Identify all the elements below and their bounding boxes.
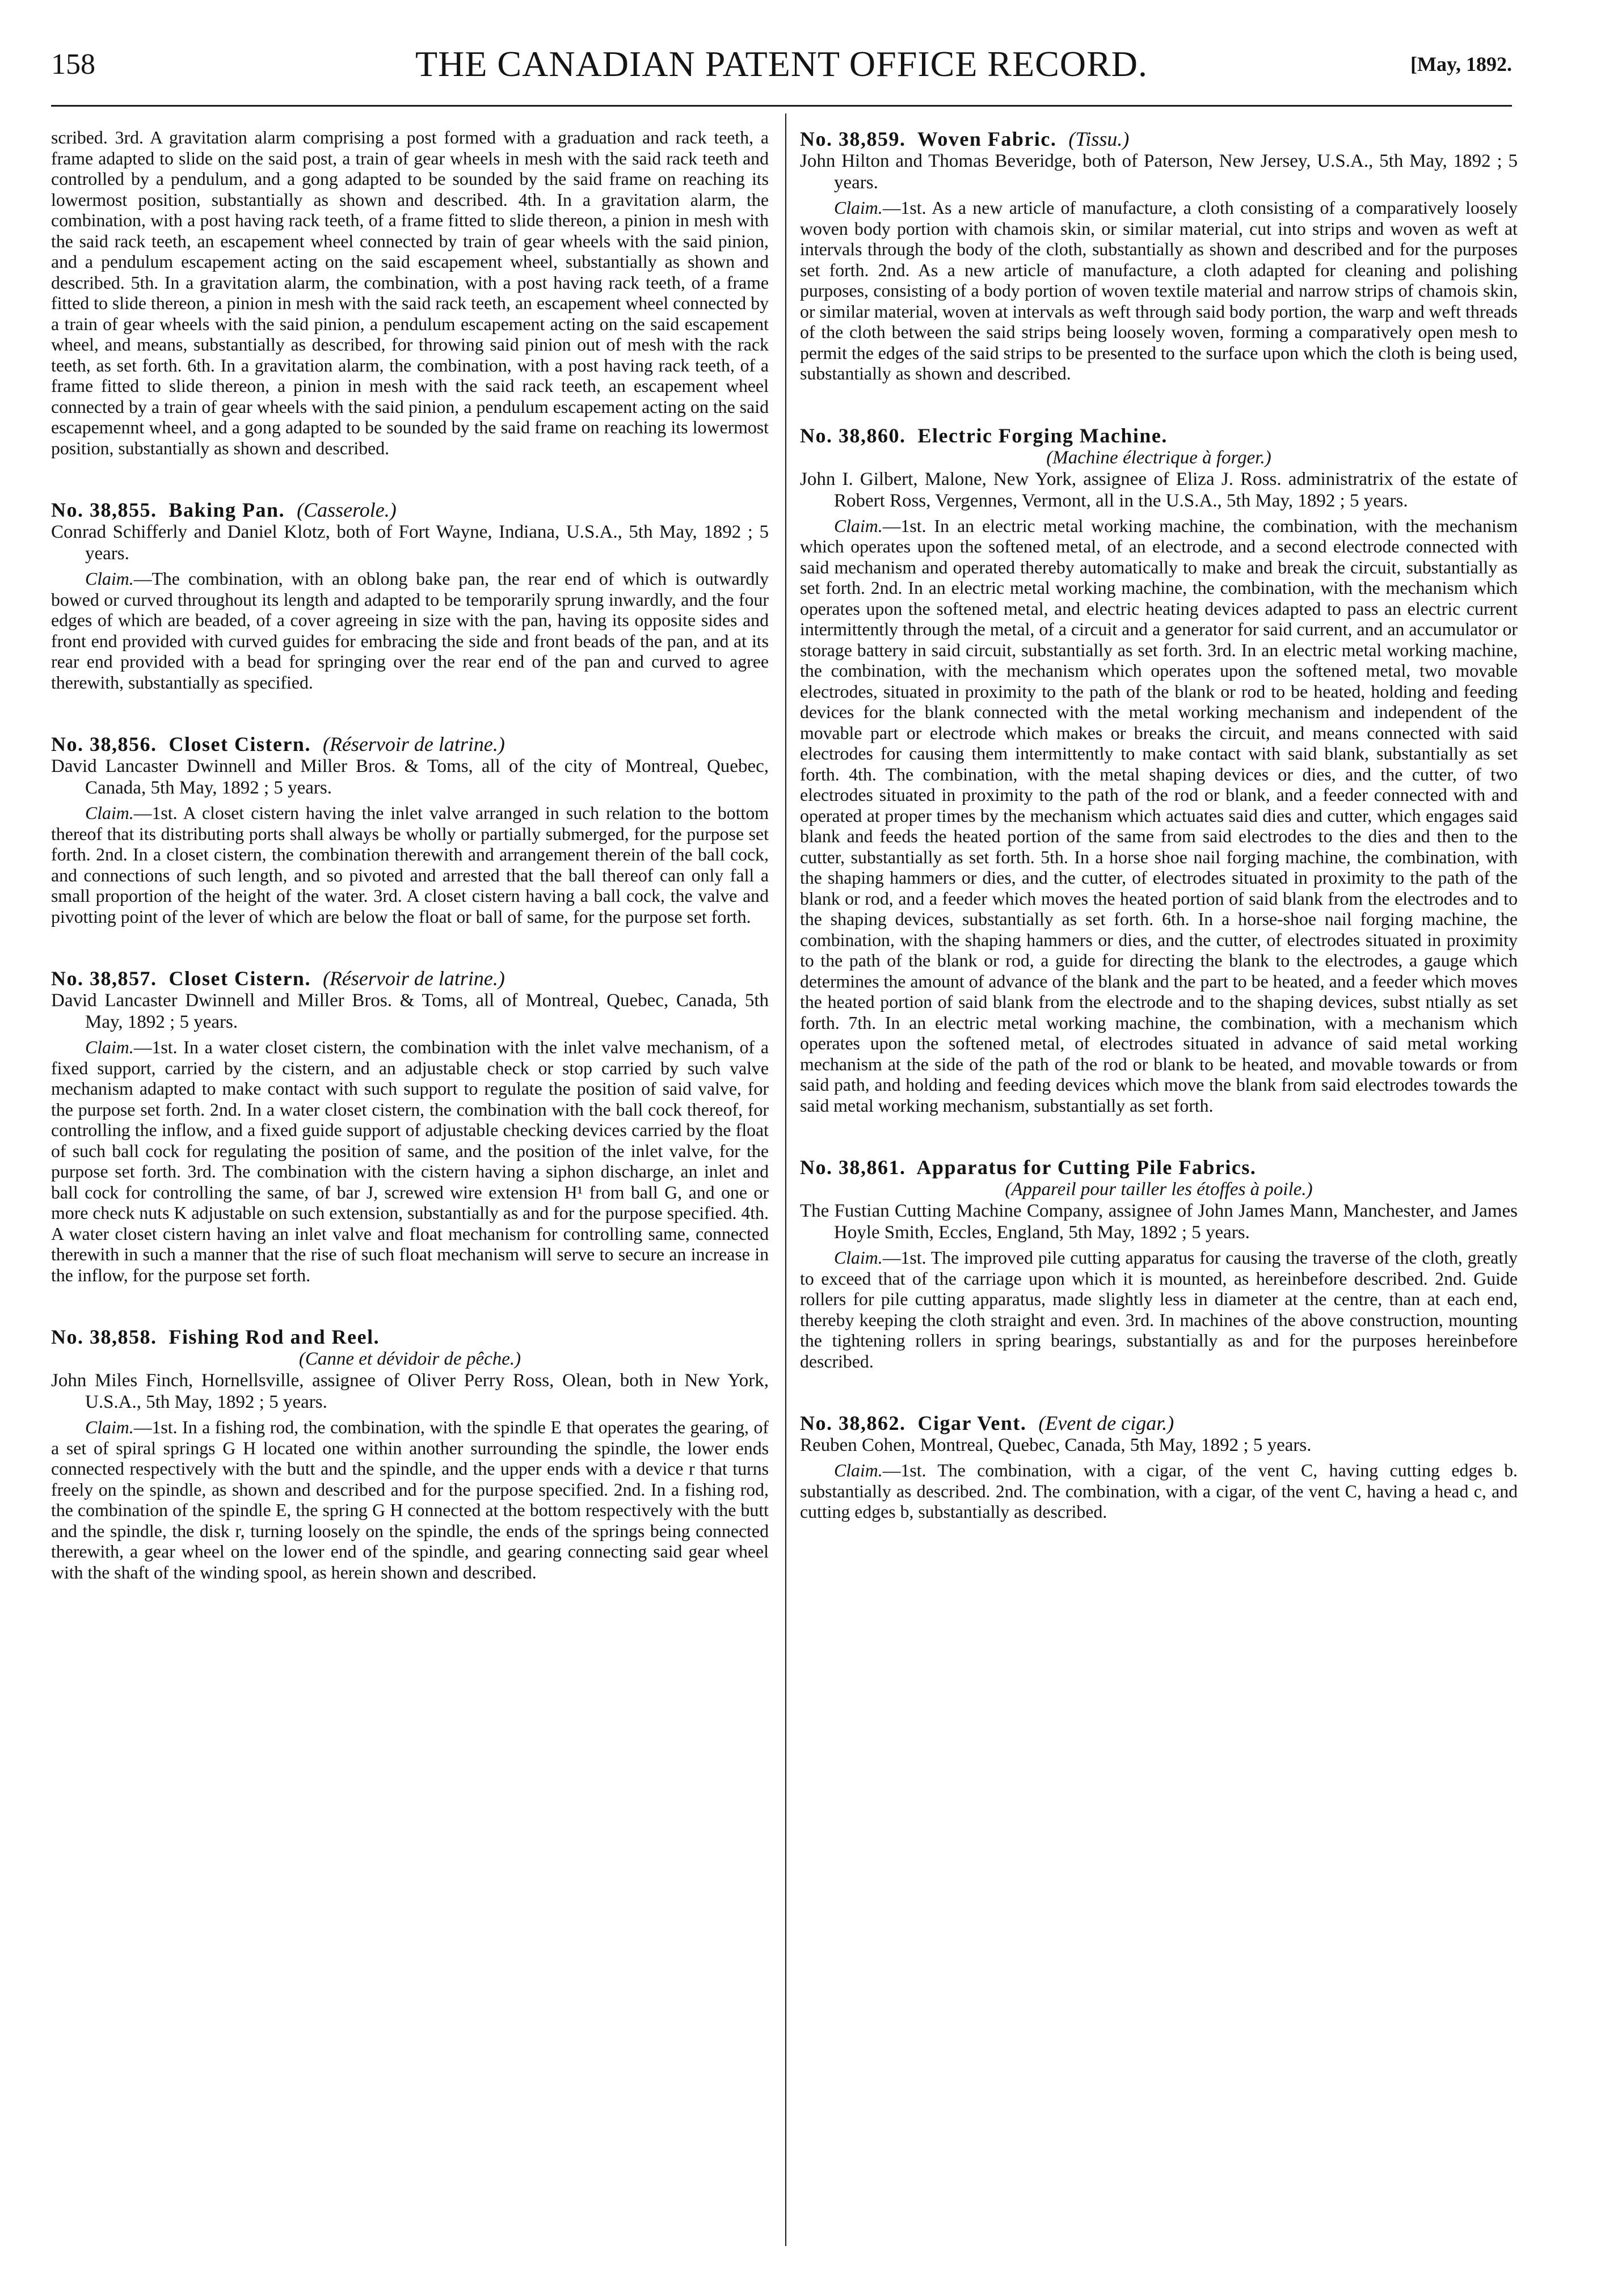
claim-text (800, 1248, 1518, 1372)
patentee: Conrad Schifferly and Daniel Klotz, both of Fort Wayne, Indiana, U.S.A., 5th May, 1892 ; 5 years. (51, 522, 769, 564)
patent-title: Woven Fabric. (917, 128, 1057, 150)
page-header (51, 40, 1512, 85)
right-column (800, 128, 1518, 1523)
claim-label: Claim. (85, 569, 134, 589)
claim-body: —1st. In a water closet cistern, the combination with the inlet valve mechanism, of a fixed support, carried by the cistern, and an adjustable check or stop carried by such valve mechanism adapted to make contact with such support to regulate the position of said valve, for the purpose set forth. 2nd. In a water closet cistern, the combination with the ball cock thereof, for controlling the inflow, and a fixed guide support of adjustable checking devices carried by the float of such ball cock for regulating the position of same, and the position of the inlet valve, for the purpose set forth. 3rd. The combination with the cistern having a siphon discharge, an inlet and ball cock for controlling the same, of bar J, screwed wire extension H¹ from ball G, and one or more check nuts K adjustable on such extension, substantially as and for the purpose specified. 4th. A water closet cistern having an inlet valve and float mechanism for controlling same, connected therewith in such a manner that the rise of such float mechanism will serve to secure an increase in the inflow, for the purpose set forth. (51, 1037, 769, 1285)
claim-label: Claim. (834, 198, 883, 218)
claim-label: Claim. (834, 1461, 883, 1480)
patent-french-title: (Réservoir de latrine.) (322, 733, 505, 756)
claim-text (51, 1417, 769, 1583)
patent-heading (51, 967, 769, 990)
claim-body: —The combination, with an oblong bake pan, the rear end of which is outwardly bowed or curved throughout its length and adapted to be temporarily sprung inwardly, and the four edges of which are beaded, of a cover agreeing in size with the pan, having its opposite sides and front end provided with curved guides for embracing the side and front beads of the pan, and at its rear end provided with a bead for springing over the rear end of the pan and curved to agree therewith, substantially as specified. (51, 569, 769, 693)
claim-text (51, 569, 769, 693)
patent-title: Electric Forging Machine. (917, 424, 1168, 447)
claim-label: Claim. (85, 1037, 134, 1057)
patent-number: No. 38,857. (51, 967, 157, 990)
column-divider (785, 113, 786, 2246)
claim-text (800, 1461, 1518, 1523)
patent-french-title: (Tissu.) (1068, 128, 1130, 150)
patent-heading (800, 424, 1518, 447)
publication-title: THE CANADIAN PATENT OFFICE RECORD. (415, 44, 1148, 84)
patent-entry-38859 (800, 128, 1518, 385)
patent-french-title: (Event de cigar.) (1038, 1412, 1174, 1434)
claim-text (51, 803, 769, 927)
patentee: David Lancaster Dwinnell and Miller Bros. & Toms, all of Montreal, Quebec, Canada, 5th May, 1892 ; 5 years. (51, 990, 769, 1032)
patent-title: Apparatus for Cutting Pile Fabrics. (916, 1156, 1257, 1179)
patent-entry-38860 (800, 424, 1518, 1117)
patent-title: Closet Cistern. (168, 967, 311, 990)
patent-number: No. 38,855. (51, 499, 157, 521)
patent-french-title: (Réservoir de latrine.) (322, 967, 505, 990)
patentee: The Fustian Cutting Machine Company, assignee of John James Mann, Manchester, and James Hoyle Smith, Eccles, England, 5th May, 1892 ; 5 years. (800, 1201, 1518, 1243)
claim-label: Claim. (85, 803, 134, 823)
patentee: John Hilton and Thomas Beveridge, both of Paterson, New Jersey, U.S.A., 5th May, 1892 ; 5 years. (800, 151, 1518, 193)
patent-french-title: (Machine électrique à forger.) (1046, 447, 1271, 468)
patent-entry-38855 (51, 499, 769, 693)
patent-title: Closet Cistern. (168, 733, 311, 756)
patentee: David Lancaster Dwinnell and Miller Bros. & Toms, all of the city of Montreal, Quebec, Canada, 5th May, 1892 ; 5 years. (51, 756, 769, 798)
patent-title: Fishing Rod and Reel. (168, 1326, 380, 1348)
left-column (51, 128, 769, 1583)
patent-entry-38857 (51, 967, 769, 1286)
claim-label: Claim. (834, 1248, 883, 1268)
patent-entry-38856 (51, 733, 769, 927)
patent-number: No. 38,861. (800, 1156, 906, 1179)
patent-heading (800, 1156, 1518, 1179)
claim-label: Claim. (85, 1417, 134, 1437)
patent-french-title: (Canne et dévidoir de pêche.) (298, 1349, 521, 1369)
claim-body: —1st. A closet cistern having the inlet valve arranged in such relation to the bottom thereof that its distributing ports shall always be wholly or partially submerged, for the purpose set forth. 2nd. In a closet cistern, the combination therewith and arrangement therein of the ball cock, and connections of such length, and so pivoted and arrested that the ball thereof can only fall a small proportion of the height of the water. 3rd. A closet cistern having a ball cock, the valve and pivotting point of the lever of which are below the float or ball of same, for the purpose set forth. (51, 803, 769, 927)
claim-body: —1st. In an electric metal working machine, the combination, with the mechanism which operates upon the softened metal, of an electrode, and a second electrode connected with said mechanism and operated thereby automatically to make and break the circuit, substantially as set forth. 2nd. In an electric metal working machine, the combination, with the mechanism which operates upon the softened metal, and electric heating devices adapted to pass an electric current intermittently through the metal, of a circuit and a generator for said current, and an accumulator or storage battery in said circuit, substantially as set forth. 3rd. In an electric metal working machine, the combination, with the mechanism which operates upon the softened metal, two movable electrodes, situated in proximity to the path of the blank or rod to be heated, holding and feeding devices for the blank connected with the metal working mechanism and independent of the movable part or electrode which makes or breaks the circuit, and means connected with said electrodes for causing them intermittently to make contact with said blank, substantially as set forth. 4th. The combination, with the metal shaping devices or dies, and the cutter, of two electrodes situated in proximity to the path of the rod or blank, and a feeder connected with and operated at proper times by the mechanism which actuates said dies and cutter, which engages said blank and feeds the heated portion of the same from said electrodes to the dies and then to the cutter, substantially as set forth. 5th. In a horse shoe nail forging machine, the combination, with the shaping hammers or dies, and the cutter, of electrodes situated in proximity to the path of the blank or rod, and a feeder which moves the heated portion of said blank from the electrodes and to the shaping devices, substantially as set forth. 6th. In a horse-shoe nail forging machine, the combination, with the shaping hammers or dies, and the cutter, of electrodes situated in proximity to the path of the blank or rod, a guide for directing the blank to the electrodes, a gauge which determines the amount of advance of the blank and the part to be heated, and a feeder which moves the heated portion of said blank from the electrode and to the shaping devices, subst ntially as set forth. 7th. In an electric metal working machine, the combination, with a mechanism which operates upon the softened metal, of electrodes situated in advance of said metal working mechanism at the side of the path of the rod or blank to be heated, and movable towards or from said path, and holding and feeding devices which move the blank from said electrodes towards the said metal working mechanism, substantially as set forth. (800, 516, 1518, 1116)
page-number: 158 (51, 48, 95, 81)
header-rule (51, 105, 1512, 107)
claim-text (800, 198, 1518, 385)
patent-heading (800, 1412, 1518, 1434)
patent-number: No. 38,862. (800, 1412, 906, 1434)
patent-french-title: (Casserole.) (297, 499, 397, 521)
claim-label: Claim. (834, 516, 883, 536)
claim-text (51, 1037, 769, 1286)
patentee: John I. Gilbert, Malone, New York, assignee of Eliza J. Ross. administratrix of the estate of Robert Ross, Vergennes, Vermont, all in the U.S.A., 5th May, 1892 ; 5 years. (800, 469, 1518, 511)
patent-title: Cigar Vent. (917, 1412, 1027, 1434)
claim-body: —1st. In a fishing rod, the combination, with the spindle E that operates the gearing, of a set of spiral springs G H located one within another surrounding the spindle, the lower ends connected respectively with the butt and the spindle, and the upper ends with a device r that turns freely on the spindle, as shown and described and for the purpose specified. 2nd. In a fishing rod, the combination of the spindle E, the spring G H connected at the bottom respectively with the butt and the spindle, the disk r, turning loosely on the spindle, the ends of the springs being connected therewith, a gear wheel on the lower end of the spindle, and gearing connecting said gear wheel with the shaft of the winding spool, as herein shown and described. (51, 1417, 769, 1582)
patentee: John Miles Finch, Hornellsville, assignee of Oliver Perry Ross, Olean, both in New York, U.S.A., 5th May, 1892 ; 5 years. (51, 1370, 769, 1412)
claim-body: —1st. As a new article of manufacture, a cloth consisting of a comparatively loosely woven body portion with chamois skin, or similar material, cut into strips and woven as weft at intervals through the body of the cloth, substantially as shown and described and for the purposes set forth. 2nd. As a new article of manufacture, a cloth adapted for cleaning and polishing purposes, consisting of a body portion of woven textile material and narrow strips of chamois skin, or similar material, woven at intervals as weft through said body portion, the warp and weft threads of the cloth between the said strips being loosely woven, forming a comparatively open mesh to permit the edges of the said strips to be presented to the surface upon which the cloth is being used, substantially as shown and described. (800, 198, 1518, 383)
patent-heading (51, 499, 769, 521)
patent-heading (800, 128, 1518, 150)
patent-french-title: (Appareil pour tailler les étoffes à poile.) (1005, 1179, 1313, 1200)
patent-number: No. 38,860. (800, 424, 906, 447)
patent-heading (51, 1326, 769, 1348)
patent-entry-38858 (51, 1326, 769, 1583)
patent-entry-38861 (800, 1156, 1518, 1372)
claim-text (800, 516, 1518, 1117)
patent-title: Baking Pan. (168, 499, 285, 521)
patent-number: No. 38,859. (800, 128, 906, 150)
patentee: Reuben Cohen, Montreal, Quebec, Canada, 5th May, 1892 ; 5 years. (800, 1435, 1312, 1455)
patent-number: No. 38,858. (51, 1326, 157, 1348)
claim-body: —1st. The combination, with a cigar, of the vent C, having cutting edges b. substantially as described. 2nd. The combination, with a cigar, of the vent C, having a head c, and cutting edges b, substantially as described. (800, 1461, 1518, 1522)
patent-number: No. 38,856. (51, 733, 157, 756)
patent-heading (51, 733, 769, 756)
patent-entry-38862 (800, 1412, 1518, 1523)
claim-body: —1st. The improved pile cutting apparatus for causing the traverse of the cloth, greatly to exceed that of the carriage upon which it is mounted, as hereinbefore described. 2nd. Guide rollers for pile cutting apparatus, made slightly less in diameter at the centre, than at each end, thereby keeping the cloth straight and even. 3rd. In machines of the above construction, mounting the tightening rollers in spring bearings, substantially as and for the purposes hereinbefore described. (800, 1248, 1518, 1371)
continued-claim-text: scribed. 3rd. A gravitation alarm comprising a post formed with a graduation and rack teeth, a frame adapted to slide on the said post, a train of gear wheels in mesh with the said rack teeth and controlled by a pendulum, and a gong adapted to be sounded by the said frame on reaching its lowermost position, substantially as shown and described. 4th. In a gravitation alarm, the combination, with a post having rack teeth, of a frame fitted to slide thereon, a pinion in mesh with the said rack teeth, an escapement wheel connected by train of gear wheels with the said pinion, and a pendulum escapement acting on the said escapement wheel, substantially as shown and described. 5th. In a gravitation alarm, the combination, with a post having rack teeth, of a frame fitted to slide thereon, a pinion in mesh with the said rack teeth, an escapement wheel connected by a train of gear wheels with the said pinion, a pendulum escapement acting on the said escapement wheel, and means, substantially as described, for throwing said pinion out of mesh with the rack teeth, as set forth. 6th. In a gravitation alarm, the combination, with a post having rack teeth, of a frame fitted to slide thereon, a pinion in mesh with the said rack teeth, an escapement wheel connected by a train of gear wheels with the said pinion, a pendulum escapement acting on the said escapemennt wheel, and a gong adapted to be sounded by the said frame on reaching its lowermost position, substantially as shown and described. (51, 128, 769, 458)
issue-date: [May, 1892. (1410, 53, 1512, 75)
